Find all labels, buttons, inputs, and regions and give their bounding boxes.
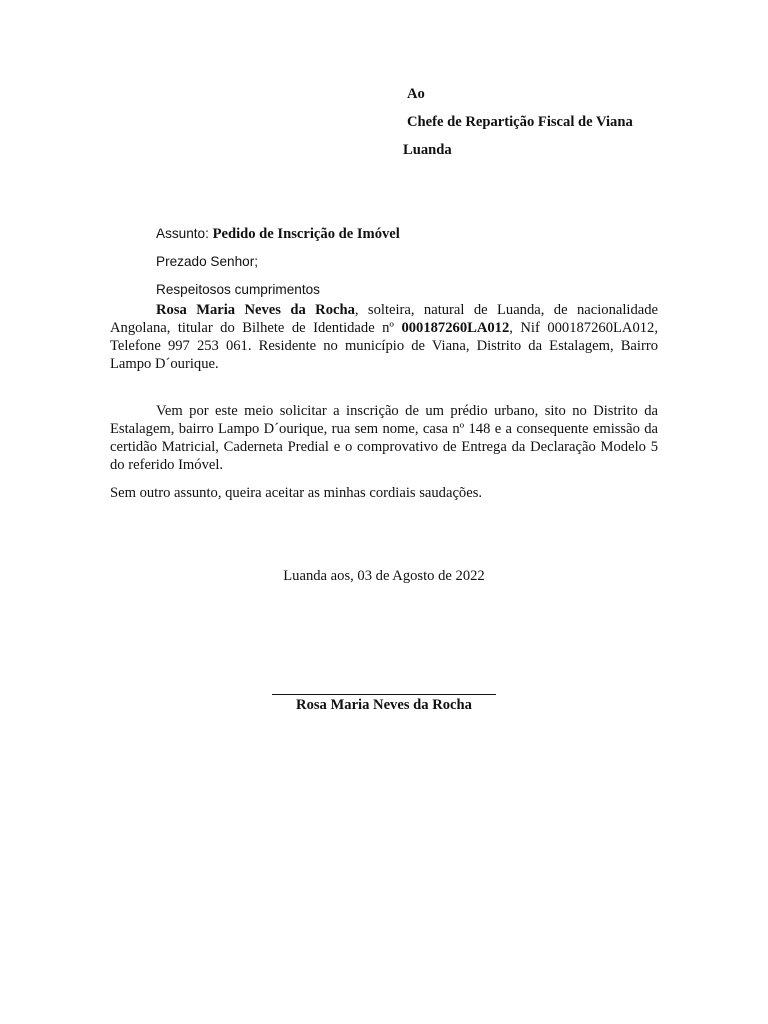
id-number: 000187260LA012 <box>401 320 510 336</box>
request-text: Vem por este meio solicitar a inscrição de um prédio urbano, sito no Distrito da Estalagem, bairro Lampo D´ourique, rua sem nome, casa nº 148 e a consequente emissão da certidão Matricial, Caderneta Predial e o comprovativo de Entrega da Declaração Modelo 5 do referido Imóvel. <box>110 403 658 473</box>
addressee-to: Ao <box>407 86 425 102</box>
signature-line <box>272 694 496 695</box>
date-place: Luanda aos, 03 de Agosto de 2022 <box>283 568 485 584</box>
subject-line <box>156 226 400 243</box>
identification-text-2: , Nif 000187260LA012, Telefone 997 253 061. Residente no município de Viana, Distrito da Estalagem, Bairro Lampo D´ourique. <box>110 320 658 372</box>
identification-text-1: , solteira, natural de Luanda, de nacionalidade Angolana, titular do Bilhete de Identidade nº <box>110 302 658 336</box>
signature-name: Rosa Maria Neves da Rocha <box>296 697 472 713</box>
subject-text: Pedido de Inscrição de Imóvel <box>212 226 400 242</box>
request-paragraph <box>110 402 658 474</box>
addressee-title: Chefe de Repartição Fiscal de Viana <box>407 114 633 130</box>
closing-line: Sem outro assunto, queira aceitar as minhas cordiais saudações. <box>110 485 483 501</box>
greeting: Respeitosos cumprimentos <box>156 282 320 297</box>
subject-label: Assunto: <box>156 226 209 241</box>
identification-paragraph <box>110 301 658 373</box>
sender-name: Rosa Maria Neves da Rocha <box>156 302 355 318</box>
salutation: Prezado Senhor; <box>156 254 259 269</box>
addressee-city: Luanda <box>403 142 452 158</box>
